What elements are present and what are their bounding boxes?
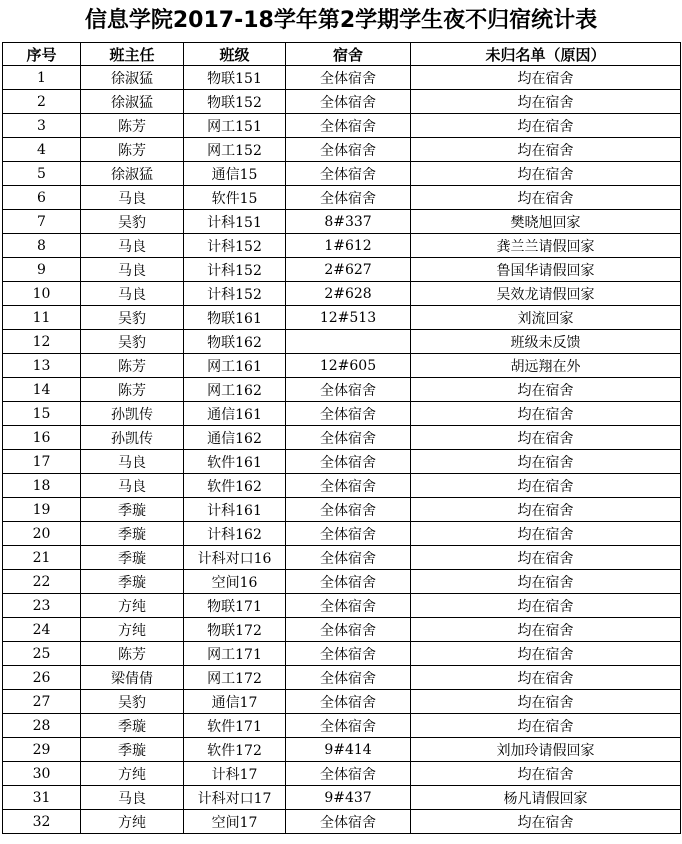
row-number-cell: 29 [3,738,81,762]
absent-list-cell: 均在宿舍 [411,594,681,618]
table-row [3,666,681,690]
dormitory-cell: 9#437 [286,786,411,810]
absent-list-cell: 均在宿舍 [411,714,681,738]
dormitory-cell: 全体宿舍 [286,546,411,570]
class-name-cell: 网工152 [184,138,286,162]
row-number-cell: 21 [3,546,81,570]
absent-list-cell: 刘加玲请假回家 [411,738,681,762]
table-row [3,66,681,90]
absent-list-cell: 均在宿舍 [411,450,681,474]
table-row [3,810,681,834]
table-row [3,138,681,162]
head-teacher-cell: 陈芳 [81,114,184,138]
class-name-cell: 软件161 [184,450,286,474]
table-row [3,426,681,450]
table-row [3,618,681,642]
class-name-cell: 物联151 [184,66,286,90]
row-number-cell: 19 [3,498,81,522]
dormitory-cell: 全体宿舍 [286,618,411,642]
table-row [3,186,681,210]
row-number-cell: 17 [3,450,81,474]
class-name-cell: 计科对口17 [184,786,286,810]
document-title: 信息学院2017-18学年第2学期学生夜不归宿统计表 [84,8,598,33]
statistics-table [2,42,681,834]
head-teacher-cell: 季璇 [81,522,184,546]
row-number-cell: 31 [3,786,81,810]
head-teacher-cell: 陈芳 [81,138,184,162]
head-teacher-cell: 季璇 [81,546,184,570]
absent-list-cell: 均在宿舍 [411,618,681,642]
absent-list-cell: 均在宿舍 [411,426,681,450]
absent-list-cell: 班级未反馈 [411,330,681,354]
row-number-cell: 9 [3,258,81,282]
column-header-number: 序号 [3,43,81,66]
dormitory-cell: 全体宿舍 [286,714,411,738]
absent-list-cell: 均在宿舍 [411,474,681,498]
absent-list-cell: 均在宿舍 [411,690,681,714]
table-row [3,762,681,786]
dormitory-cell: 全体宿舍 [286,594,411,618]
head-teacher-cell: 吴豹 [81,330,184,354]
dormitory-cell: 全体宿舍 [286,522,411,546]
table-row [3,258,681,282]
table-row [3,570,681,594]
row-number-cell: 7 [3,210,81,234]
table-row [3,330,681,354]
dormitory-cell: 全体宿舍 [286,426,411,450]
table-row [3,210,681,234]
table-row [3,114,681,138]
dormitory-cell: 全体宿舍 [286,474,411,498]
absent-list-cell: 胡远翔在外 [411,354,681,378]
head-teacher-cell: 方纯 [81,618,184,642]
column-header-absent-list: 未归名单（原因） [411,43,681,66]
row-number-cell: 2 [3,90,81,114]
class-name-cell: 计科对口16 [184,546,286,570]
row-number-cell: 24 [3,618,81,642]
absent-list-cell: 杨凡请假回家 [411,786,681,810]
dormitory-cell: 全体宿舍 [286,570,411,594]
row-number-cell: 25 [3,642,81,666]
class-name-cell: 网工172 [184,666,286,690]
class-name-cell: 计科152 [184,282,286,306]
row-number-cell: 6 [3,186,81,210]
head-teacher-cell: 方纯 [81,762,184,786]
head-teacher-cell: 季璇 [81,498,184,522]
class-name-cell: 软件15 [184,186,286,210]
absent-list-cell: 鲁国华请假回家 [411,258,681,282]
table-row [3,162,681,186]
dormitory-cell: 全体宿舍 [286,666,411,690]
head-teacher-cell: 季璇 [81,570,184,594]
class-name-cell: 计科152 [184,258,286,282]
absent-list-cell: 均在宿舍 [411,66,681,90]
dormitory-cell: 全体宿舍 [286,378,411,402]
absent-list-cell: 均在宿舍 [411,762,681,786]
class-name-cell: 通信15 [184,162,286,186]
row-number-cell: 12 [3,330,81,354]
head-teacher-cell: 吴豹 [81,690,184,714]
head-teacher-cell: 方纯 [81,594,184,618]
dormitory-cell: 全体宿舍 [286,138,411,162]
head-teacher-cell: 孙凯传 [81,426,184,450]
row-number-cell: 3 [3,114,81,138]
absent-list-cell: 均在宿舍 [411,378,681,402]
table-row [3,354,681,378]
row-number-cell: 27 [3,690,81,714]
dormitory-cell: 1#612 [286,234,411,258]
head-teacher-cell: 陈芳 [81,378,184,402]
row-number-cell: 1 [3,66,81,90]
absent-list-cell: 均在宿舍 [411,114,681,138]
table-row [3,522,681,546]
dormitory-cell [286,330,411,354]
class-name-cell: 物联172 [184,618,286,642]
head-teacher-cell: 陈芳 [81,354,184,378]
absent-list-cell: 均在宿舍 [411,570,681,594]
dormitory-cell: 全体宿舍 [286,402,411,426]
class-name-cell: 计科152 [184,234,286,258]
class-name-cell: 通信17 [184,690,286,714]
row-number-cell: 20 [3,522,81,546]
absent-list-cell: 均在宿舍 [411,402,681,426]
table-body [3,66,681,834]
row-number-cell: 13 [3,354,81,378]
absent-list-cell: 樊晓旭回家 [411,210,681,234]
row-number-cell: 16 [3,426,81,450]
table-row [3,402,681,426]
head-teacher-cell: 季璇 [81,714,184,738]
dormitory-cell: 全体宿舍 [286,90,411,114]
table-row [3,594,681,618]
class-name-cell: 软件162 [184,474,286,498]
table-row [3,546,681,570]
class-name-cell: 计科17 [184,762,286,786]
row-number-cell: 11 [3,306,81,330]
column-header-class: 班级 [184,43,286,66]
dormitory-cell: 全体宿舍 [286,810,411,834]
class-name-cell: 软件171 [184,714,286,738]
dormitory-cell: 全体宿舍 [286,690,411,714]
row-number-cell: 18 [3,474,81,498]
absent-list-cell: 均在宿舍 [411,138,681,162]
dormitory-cell: 全体宿舍 [286,186,411,210]
class-name-cell: 计科162 [184,522,286,546]
row-number-cell: 8 [3,234,81,258]
table-row [3,642,681,666]
dormitory-cell: 9#414 [286,738,411,762]
absent-list-cell: 龚兰兰请假回家 [411,234,681,258]
class-name-cell: 物联161 [184,306,286,330]
absent-list-cell: 均在宿舍 [411,642,681,666]
dormitory-cell: 12#513 [286,306,411,330]
head-teacher-cell: 徐淑猛 [81,90,184,114]
head-teacher-cell: 马良 [81,234,184,258]
class-name-cell: 网工151 [184,114,286,138]
head-teacher-cell: 吴豹 [81,210,184,234]
head-teacher-cell: 马良 [81,282,184,306]
class-name-cell: 计科151 [184,210,286,234]
absent-list-cell: 均在宿舍 [411,162,681,186]
dormitory-cell: 2#627 [286,258,411,282]
table-row [3,738,681,762]
row-number-cell: 10 [3,282,81,306]
class-name-cell: 计科161 [184,498,286,522]
dormitory-cell: 全体宿舍 [286,450,411,474]
class-name-cell: 网工161 [184,354,286,378]
absent-list-cell: 刘流回家 [411,306,681,330]
class-name-cell: 通信162 [184,426,286,450]
absent-list-cell: 均在宿舍 [411,810,681,834]
head-teacher-cell: 梁倩倩 [81,666,184,690]
absent-list-cell: 均在宿舍 [411,90,681,114]
head-teacher-cell: 徐淑猛 [81,162,184,186]
table-row [3,690,681,714]
dormitory-cell: 2#628 [286,282,411,306]
head-teacher-cell: 马良 [81,474,184,498]
class-name-cell: 物联152 [184,90,286,114]
class-name-cell: 物联171 [184,594,286,618]
head-teacher-cell: 方纯 [81,810,184,834]
dormitory-cell: 全体宿舍 [286,114,411,138]
class-name-cell: 通信161 [184,402,286,426]
row-number-cell: 14 [3,378,81,402]
table-row [3,498,681,522]
dormitory-cell: 全体宿舍 [286,762,411,786]
row-number-cell: 5 [3,162,81,186]
table-row [3,450,681,474]
row-number-cell: 28 [3,714,81,738]
row-number-cell: 4 [3,138,81,162]
absent-list-cell: 均在宿舍 [411,498,681,522]
class-name-cell: 软件172 [184,738,286,762]
class-name-cell: 空间17 [184,810,286,834]
head-teacher-cell: 马良 [81,186,184,210]
table-row [3,378,681,402]
head-teacher-cell: 马良 [81,258,184,282]
row-number-cell: 32 [3,810,81,834]
absent-list-cell: 均在宿舍 [411,186,681,210]
class-name-cell: 网工171 [184,642,286,666]
table-row [3,714,681,738]
head-teacher-cell: 陈芳 [81,642,184,666]
head-teacher-cell: 季璇 [81,738,184,762]
head-teacher-cell: 吴豹 [81,306,184,330]
row-number-cell: 15 [3,402,81,426]
table-row [3,474,681,498]
table-row [3,786,681,810]
column-header-dormitory: 宿舍 [286,43,411,66]
table-row [3,282,681,306]
table-row [3,306,681,330]
head-teacher-cell: 马良 [81,450,184,474]
row-number-cell: 26 [3,666,81,690]
dormitory-cell: 12#605 [286,354,411,378]
dormitory-cell: 全体宿舍 [286,66,411,90]
table-row [3,90,681,114]
dormitory-cell: 8#337 [286,210,411,234]
row-number-cell: 23 [3,594,81,618]
head-teacher-cell: 孙凯传 [81,402,184,426]
dormitory-cell: 全体宿舍 [286,498,411,522]
absent-list-cell: 吴效龙请假回家 [411,282,681,306]
absent-list-cell: 均在宿舍 [411,522,681,546]
head-teacher-cell: 徐淑猛 [81,66,184,90]
table-header-row [3,43,681,66]
class-name-cell: 空间16 [184,570,286,594]
row-number-cell: 22 [3,570,81,594]
head-teacher-cell: 马良 [81,786,184,810]
absent-list-cell: 均在宿舍 [411,546,681,570]
dormitory-cell: 全体宿舍 [286,642,411,666]
table-row [3,234,681,258]
column-header-head-teacher: 班主任 [81,43,184,66]
class-name-cell: 网工162 [184,378,286,402]
dormitory-cell: 全体宿舍 [286,162,411,186]
absent-list-cell: 均在宿舍 [411,666,681,690]
class-name-cell: 物联162 [184,330,286,354]
row-number-cell: 30 [3,762,81,786]
